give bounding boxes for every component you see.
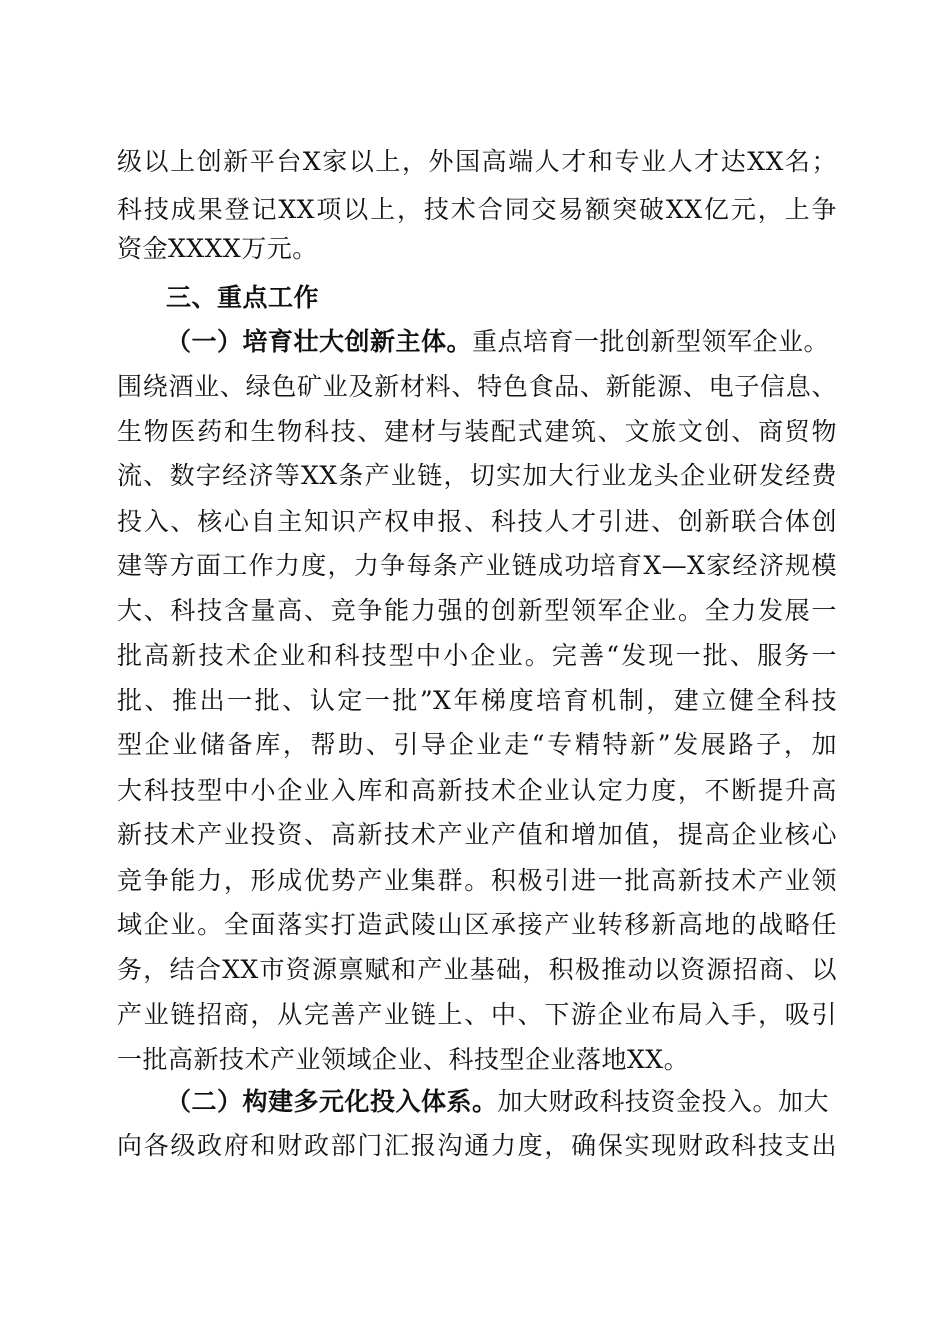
section2-first-line	[166, 1086, 837, 1118]
section1-first-line	[166, 326, 837, 358]
section1-line-9: 型企业储备库，帮助、引导企业走“专精特新”发展路子，加	[117, 730, 837, 759]
section1-line-1: 围绕酒业、绿色矿业及新材料、特色食品、新能源、电子信息、	[117, 372, 837, 401]
section1-line-4: 投入、核心自主知识产权申报、科技人才引进、创新联合体创	[117, 507, 837, 536]
section1-line-8: 批、推出一批、认定一批”X年梯度培育机制，建立健全科技	[117, 686, 837, 715]
section1-subheading: （一）培育壮大创新主体。	[166, 327, 473, 356]
section1-line-6: 大、科技含量高、竞争能力强的创新型领军企业。全力发展一	[117, 596, 837, 625]
section1-line-15: 产业链招商，从完善产业链上、中、下游企业布局入手，吸引	[117, 1000, 837, 1029]
section1-line-3: 流、数字经济等XX条产业链，切实加大行业龙头企业研发经费	[117, 461, 837, 490]
intro-line-1: 级以上创新平台X家以上，外国高端人才和专业人才达XX名；	[117, 147, 837, 176]
section2-first-line-text: 加大财政科技资金投入。加大	[497, 1087, 830, 1116]
intro-line-3: 资金XXXX万元。	[117, 234, 318, 263]
section1-line-16: 一批高新技术产业领域企业、科技型企业落地XX。	[117, 1045, 690, 1074]
section2-line-1: 向各级政府和财政部门汇报沟通力度，确保实现财政科技支出	[117, 1131, 837, 1160]
section1-line-5: 建等方面工作力度，力争每条产业链成功培育X—X家经济规模	[117, 551, 837, 580]
section-heading: 三、重点工作	[166, 283, 320, 312]
section1-line-10: 大科技型中小企业入库和高新技术企业认定力度，不断提升高	[117, 776, 837, 805]
section1-line-14: 务，结合XX市资源禀赋和产业基础，积极推动以资源招商、以	[117, 955, 837, 984]
section1-line-13: 域企业。全面落实打造武陵山区承接产业转移新高地的战略任	[117, 910, 837, 939]
intro-line-2: 科技成果登记XX项以上，技术合同交易额突破XX亿元，上争	[117, 195, 837, 224]
section2-subheading: （二）构建多元化投入体系。	[166, 1087, 498, 1116]
section1-first-line-text: 重点培育一批创新型领军企业。	[472, 327, 830, 356]
section1-line-11: 新技术产业投资、高新技术产业产值和增加值，提高企业核心	[117, 820, 837, 849]
section1-line-12: 竞争能力，形成优势产业集群。积极引进一批高新技术产业领	[117, 866, 837, 895]
section1-line-7: 批高新技术企业和科技型中小企业。完善“发现一批、服务一	[117, 641, 837, 670]
section1-line-2: 生物医药和生物科技、建材与装配式建筑、文旅文创、商贸物	[117, 417, 837, 446]
